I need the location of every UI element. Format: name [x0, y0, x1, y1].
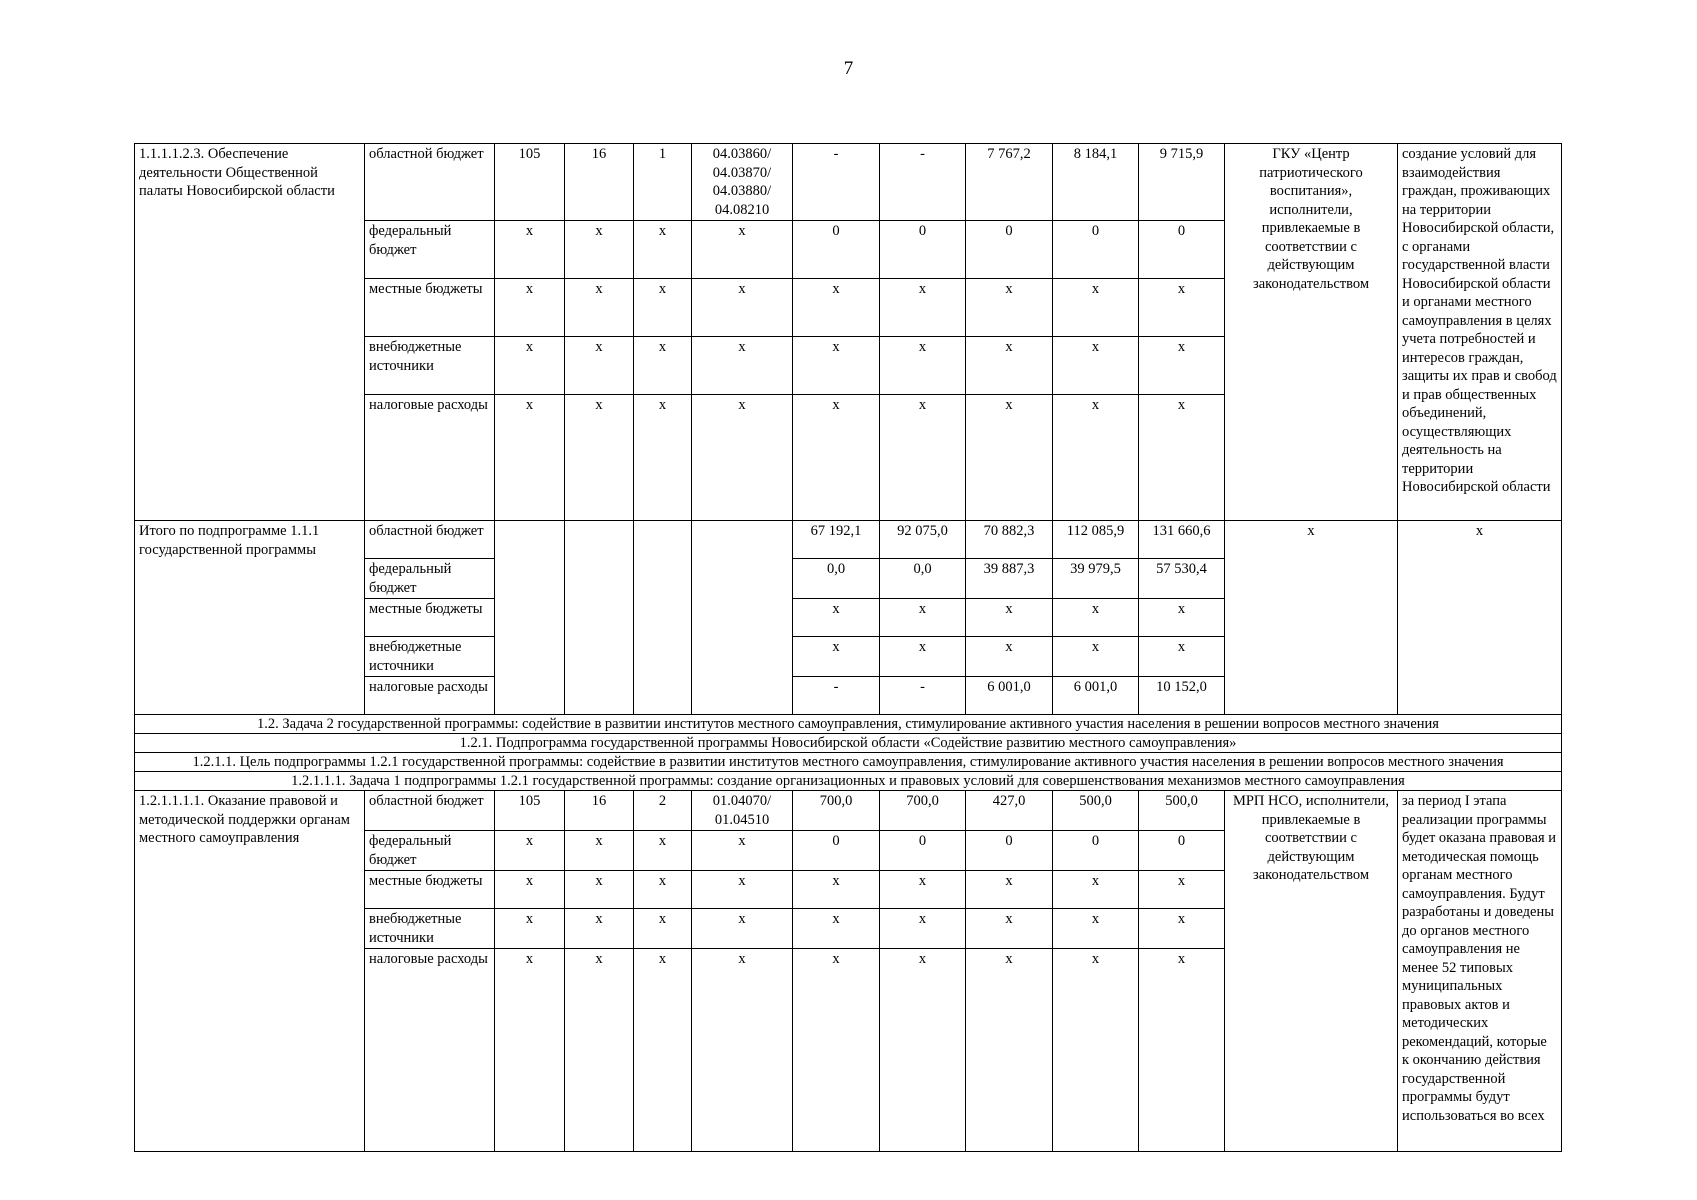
- table-row: [135, 521, 1562, 559]
- table-cell: x: [1139, 637, 1225, 677]
- activity-name: 1.2.1.1.1.1. Оказание правовой и методической поддержки органам местного самоуправления: [135, 791, 365, 1152]
- table-cell: 105: [495, 791, 565, 831]
- table-cell: x: [880, 909, 966, 949]
- funding-source: налоговые расходы: [365, 677, 495, 715]
- executor: МРП НСО, исполнители, привлекаемые в соответствии с действующим законодательством: [1225, 791, 1398, 1152]
- table-cell: x: [880, 599, 966, 637]
- table-cell: 500,0: [1139, 791, 1225, 831]
- table-cell: 39 887,3: [966, 559, 1053, 599]
- table-cell: x: [793, 337, 880, 395]
- table-cell: 1: [634, 144, 692, 221]
- table-cell: 0: [966, 831, 1053, 871]
- table-cell: x: [634, 831, 692, 871]
- table-cell: 105: [495, 144, 565, 221]
- table-cell: 0: [880, 831, 966, 871]
- expected-result: за период I этапа реализации программы будет оказана правовая и методическая помощь органам местного самоуправления. Будут разработаны и доведены до органов местного самоуправления не менее 52 типовых муниципальных правовых актов и методических рекомендаций, которые к окончанию действия государственной программы будут использоваться во всех: [1398, 791, 1562, 1152]
- funding-source: местные бюджеты: [365, 279, 495, 337]
- table-cell: x: [1053, 871, 1139, 909]
- table-cell: 01.04070/ 01.04510: [692, 791, 793, 831]
- funding-source: федеральный бюджет: [365, 559, 495, 599]
- table-cell: 39 979,5: [1053, 559, 1139, 599]
- table-cell: x: [1053, 637, 1139, 677]
- table-cell: x: [793, 279, 880, 337]
- table-cell: x: [495, 279, 565, 337]
- table-cell: x: [793, 949, 880, 1152]
- table-cell: x: [1139, 599, 1225, 637]
- table-cell: 70 882,3: [966, 521, 1053, 559]
- table-cell: x: [565, 831, 634, 871]
- table-cell: x: [1053, 279, 1139, 337]
- table-cell: 0: [1139, 221, 1225, 279]
- table-cell: 57 530,4: [1139, 559, 1225, 599]
- table-cell: x: [966, 637, 1053, 677]
- total-name: Итого по подпрограмме 1.1.1 государственной программы: [135, 521, 365, 715]
- table-cell: 67 192,1: [793, 521, 880, 559]
- table-cell: x: [692, 221, 793, 279]
- table-row: [135, 772, 1562, 791]
- table-cell: 16: [565, 791, 634, 831]
- activity-name: 1.1.1.1.2.3. Обеспечение деятельности Общественной палаты Новосибирской области: [135, 144, 365, 521]
- section-heading: 1.2. Задача 2 государственной программы: содействие в развитии институтов местного самоуправления, стимулирование активного участия населения в решении вопросов местного значения: [135, 715, 1562, 734]
- table-cell: x: [880, 637, 966, 677]
- table-cell: x: [495, 909, 565, 949]
- table-cell: 0,0: [880, 559, 966, 599]
- expected-result: x: [1398, 521, 1562, 715]
- table-cell: x: [565, 221, 634, 279]
- page-number: 7: [843, 58, 854, 79]
- table-cell: x: [634, 949, 692, 1152]
- executor: ГКУ «Центр патриотического воспитания», исполнители, привлекаемые в соответствии с действующим законодательством: [1225, 144, 1398, 521]
- table-cell: x: [793, 871, 880, 909]
- table-cell: x: [634, 221, 692, 279]
- table-cell: 700,0: [793, 791, 880, 831]
- funding-source: федеральный бюджет: [365, 221, 495, 279]
- section-heading: 1.2.1.1. Цель подпрограммы 1.2.1 государственной программы: содействие в развитии институтов местного самоуправления, стимулирование активного участия населения в решении вопросов местного значения: [135, 753, 1562, 772]
- table-cell: 0: [1053, 221, 1139, 279]
- table-cell: x: [966, 599, 1053, 637]
- table-cell: x: [495, 221, 565, 279]
- table-cell: x: [1139, 279, 1225, 337]
- table-cell: x: [692, 831, 793, 871]
- table-cell: x: [966, 871, 1053, 909]
- table-cell: 9 715,9: [1139, 144, 1225, 221]
- table-cell: x: [565, 871, 634, 909]
- table-cell: x: [565, 949, 634, 1152]
- table-cell: x: [1053, 909, 1139, 949]
- table-cell: x: [495, 949, 565, 1152]
- table-cell: 8 184,1: [1053, 144, 1139, 221]
- table-cell: x: [692, 909, 793, 949]
- table-cell: x: [880, 871, 966, 909]
- table-cell: 10 152,0: [1139, 677, 1225, 715]
- table-cell: x: [793, 599, 880, 637]
- table-cell: x: [1139, 949, 1225, 1152]
- table-cell: x: [692, 871, 793, 909]
- table-cell: 92 075,0: [880, 521, 966, 559]
- table-cell: 0: [793, 831, 880, 871]
- table-cell: x: [880, 395, 966, 521]
- table-cell: x: [793, 395, 880, 521]
- funding-source: внебюджетные источники: [365, 909, 495, 949]
- table-cell: x: [565, 279, 634, 337]
- table-cell: 700,0: [880, 791, 966, 831]
- table-cell: 0: [1139, 831, 1225, 871]
- table-cell: x: [565, 395, 634, 521]
- table-cell: 131 660,6: [1139, 521, 1225, 559]
- table-cell: x: [793, 637, 880, 677]
- table-cell: x: [966, 949, 1053, 1152]
- funding-source: внебюджетные источники: [365, 637, 495, 677]
- table-cell: 0: [880, 221, 966, 279]
- table-cell: x: [495, 337, 565, 395]
- table-row: [135, 715, 1562, 734]
- table-cell: 2: [634, 791, 692, 831]
- table-cell: 04.03860/ 04.03870/ 04.03880/ 04.08210: [692, 144, 793, 221]
- table-cell: x: [1053, 599, 1139, 637]
- table-cell: x: [1139, 395, 1225, 521]
- funding-source: налоговые расходы: [365, 395, 495, 521]
- table-cell: x: [692, 949, 793, 1152]
- table-cell: x: [634, 395, 692, 521]
- table-cell: x: [565, 337, 634, 395]
- section-heading: 1.2.1. Подпрограмма государственной программы Новосибирской области «Содействие развитию местного самоуправления»: [135, 734, 1562, 753]
- expected-result: создание условий для взаимодействия граждан, проживающих на территории Новосибирской области, с органами государственной власти Новосибирской области и органами местного самоуправления в целях учета потребностей и интересов граждан, защиты их прав и свобод и прав общественных объединений, осуществляющих деятельность на территории Новосибирской области: [1398, 144, 1562, 521]
- table-row: [135, 144, 1562, 221]
- table-row: [135, 734, 1562, 753]
- table-cell: x: [634, 871, 692, 909]
- table-cell: x: [966, 279, 1053, 337]
- funding-source: областной бюджет: [365, 521, 495, 559]
- table-cell: x: [1053, 395, 1139, 521]
- table-cell: 6 001,0: [966, 677, 1053, 715]
- table-cell: x: [880, 337, 966, 395]
- funding-source: федеральный бюджет: [365, 831, 495, 871]
- table-cell: x: [966, 337, 1053, 395]
- table-cell: x: [692, 279, 793, 337]
- table-cell: x: [495, 831, 565, 871]
- table-cell: 112 085,9: [1053, 521, 1139, 559]
- funding-source: внебюджетные источники: [365, 337, 495, 395]
- table-cell: x: [793, 909, 880, 949]
- table-cell: -: [793, 677, 880, 715]
- table-cell: x: [565, 909, 634, 949]
- table-cell: x: [1053, 337, 1139, 395]
- table-cell: 0: [1053, 831, 1139, 871]
- table-cell: -: [880, 144, 966, 221]
- funding-source: областной бюджет: [365, 144, 495, 221]
- table-cell: 7 767,2: [966, 144, 1053, 221]
- executor: x: [1225, 521, 1398, 715]
- table-cell: 6 001,0: [1053, 677, 1139, 715]
- table-cell: x: [634, 337, 692, 395]
- table-cell: x: [880, 949, 966, 1152]
- table-cell: x: [966, 909, 1053, 949]
- funding-source: местные бюджеты: [365, 599, 495, 637]
- table-cell: -: [880, 677, 966, 715]
- table-cell: 500,0: [1053, 791, 1139, 831]
- table-cell: x: [1053, 949, 1139, 1152]
- funding-source: областной бюджет: [365, 791, 495, 831]
- program-table: [134, 143, 1562, 1152]
- table-cell: -: [793, 144, 880, 221]
- table-cell: 0: [966, 221, 1053, 279]
- table-cell: x: [495, 871, 565, 909]
- table-cell: x: [692, 337, 793, 395]
- section-heading: 1.2.1.1.1. Задача 1 подпрограммы 1.2.1 государственной программы: создание организационных и правовых условий для совершенствования механизмов местного самоуправления: [135, 772, 1562, 791]
- table-cell: x: [966, 395, 1053, 521]
- funding-source: местные бюджеты: [365, 871, 495, 909]
- table-cell: x: [1139, 909, 1225, 949]
- table-cell: 427,0: [966, 791, 1053, 831]
- table-cell: x: [1139, 871, 1225, 909]
- table-cell: 16: [565, 144, 634, 221]
- table-cell: x: [634, 279, 692, 337]
- table-row: [135, 791, 1562, 831]
- table-cell: x: [692, 395, 793, 521]
- table-cell: x: [1139, 337, 1225, 395]
- table-cell: 0: [793, 221, 880, 279]
- table-cell: x: [634, 909, 692, 949]
- table-cell: x: [495, 395, 565, 521]
- funding-source: налоговые расходы: [365, 949, 495, 1152]
- table-row: [135, 753, 1562, 772]
- table-cell: 0,0: [793, 559, 880, 599]
- table-cell: x: [880, 279, 966, 337]
